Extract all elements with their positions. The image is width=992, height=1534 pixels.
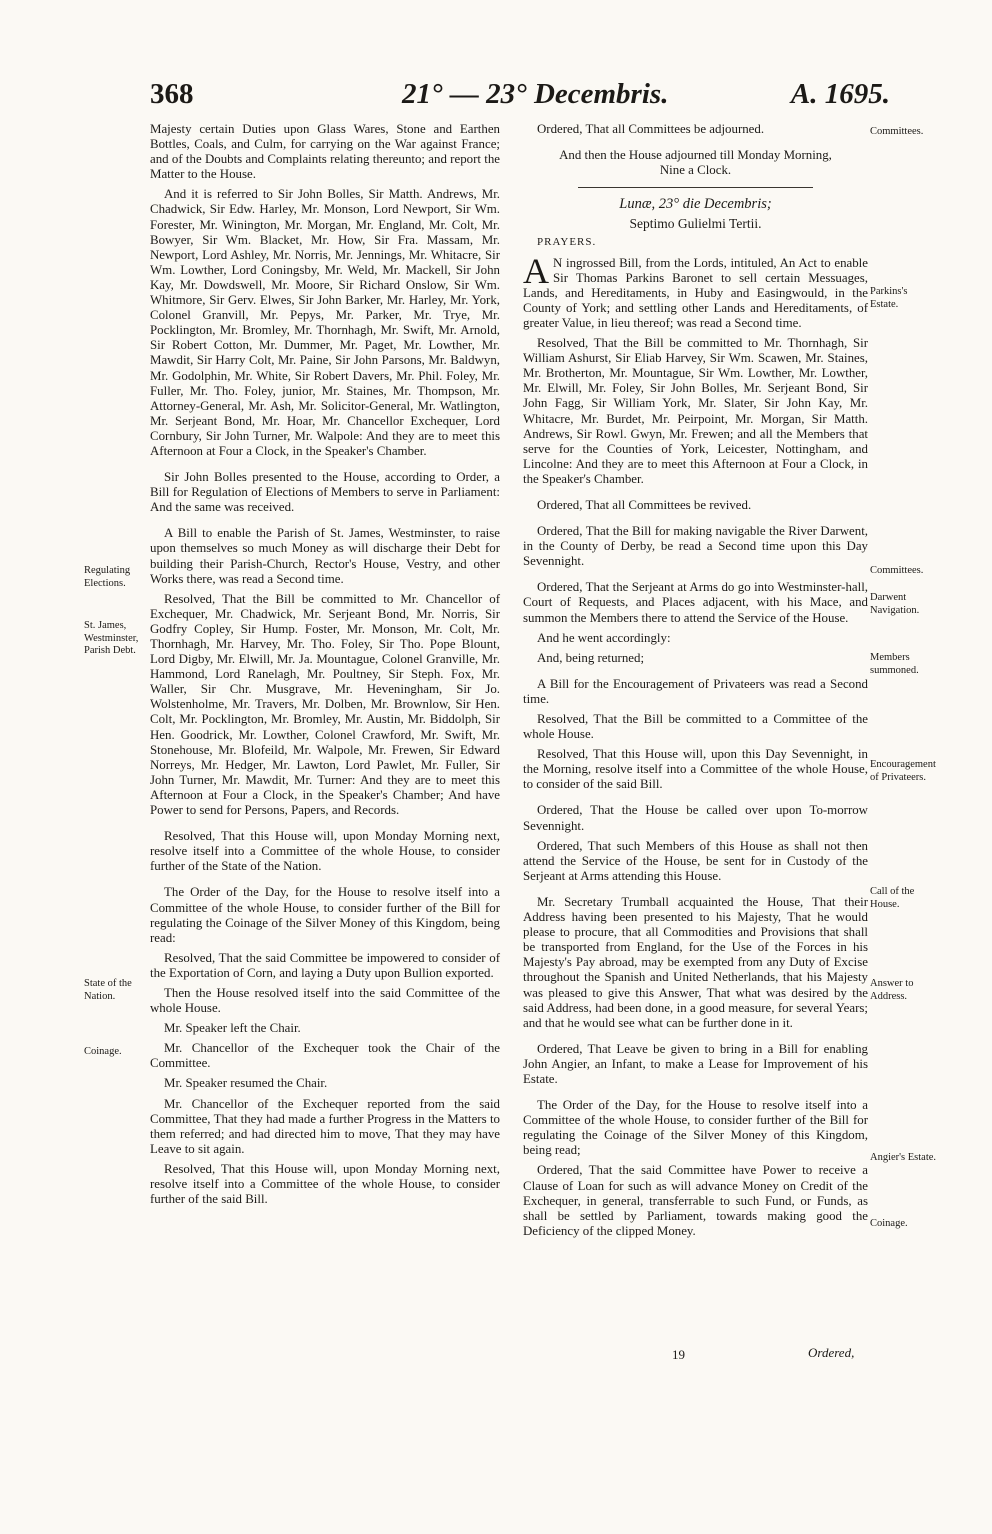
- paragraph: Ordered, That such Members of this House as shall not then attend the Service of the House, be sent for in Custody of the Serjeant at Arms attending this House.: [523, 838, 868, 883]
- catchword: Ordered,: [808, 1345, 855, 1360]
- paragraph: Ordered, That the House be called over upon To-morrow Sevennight.: [523, 803, 868, 833]
- paragraph: Sir John Bolles presented to the House, according to Order, a Bill for Regulation of Elections of Members to serve in Parliament: And the same was received.: [150, 470, 500, 515]
- margin-note: Parkins's Estate.: [870, 286, 908, 310]
- paragraph: And then the House adjourned till Monday Morning, Nine a Clock.: [559, 148, 832, 178]
- paragraph: Resolved, That the Bill be committed to a Committee of the whole House.: [523, 712, 868, 742]
- paragraph: Majesty certain Duties upon Glass Wares, Stone and Earthen Bottles, Coals, and Culm, for carrying on the War against France; and of the Doubts and Complaints relating thereunto; and report the Matter to the House.: [150, 122, 500, 182]
- paragraph: Mr. Secretary Trumball acquainted the House, That their Address having been presented to his Majesty, That he would please to procure, that all Commodities and Provisions that shall be transported from England, for the Use of the Forces in his Majesty's Pay abroad, may be exempted from any Duty of Excise throughout the Spanish and United Netherlands, that his Majesty was pleased to give this Answer, That what was desired by the said Address, had been done, in a good measure, for several Years; and that he would see what can be further done in it.: [523, 894, 868, 1030]
- paragraph: Resolved, That this House will, upon this Day Sevennight, in the Morning, resolve itself into a Committee of the whole House, to consider of the said Bill.: [523, 747, 868, 792]
- paragraph: And it is referred to Sir John Bolles, Sir Matth. Andrews, Mr. Chadwick, Sir Edw. Harley, Mr. Monson, Lord Newport, Sir Wm. Forester, Mr. Winington, Mr. Morgan, Mr. England, Mr. Colt, Mr. Bowyer, Sir Wm. Blacket, Mr. How, Sir Fra. Massam, Mr. Newport, Lord Ashley, Mr. Norris, Mr. Jennings, Mr. Whitacre, Sir Wm. Lowther, Lord Coningsby, Mr. Weld, Mr. Mackell, Sir John Kay, Mr. Dowdswell, Mr. Moore, Sir Richard Onslow, Sir Wm. Whitmore, Sir Gerv. Elwes, Sir John Barker, Mr. Harley, Mr. York, Colonel Granvill, Mr. Pepys, Mr. Parker, Mr. Trye, Mr. Pocklington, Mr. Bromley, Mr. Thornhagh, Mr. Swift, Mr. Arnold, Sir Robert Cotton, Mr. Dummer, Mr. Paget, Mr. Lowther, Mr. Mawdit, Sir Harry Colt, Mr. Paine, Sir John Parsons, Mr. Baldwyn, Mr. Godolphin, Mr. White, Sir Robert Davers, Mr. Phil. Foley, Mr. Fuller, Mr. Tho. Foley, junior, Mr. Staines, Mr. Thompson, Mr. Attorney-General, Mr. Ash, Mr. Solicitor-General, Mr. Watlington, Mr. Serjeant Bond, Mr. Hoar, Mr. Chancellor Exchequer, Lord Cornbury, Sir John Turner, Mr. Walpole: And they are to meet this Afternoon at Four a Clock, in the Speaker's Chamber.: [150, 187, 500, 458]
- paragraph: Resolved, That the said Committee be impowered to consider of the Exportation of Corn, and laying a Duty upon Bullion exported.: [150, 950, 500, 980]
- margin-note: Answer to Address.: [870, 978, 914, 1002]
- page-number: 368: [150, 78, 194, 110]
- paragraph: Ordered, That the said Committee have Power to receive a Clause of Loan for such as will advance Money on Credit of the Exchequer, in general, transferrable to such Fund, or Funds, as shall be settled by Parliament, towards making good the Deficiency of the clipped Money.: [523, 1163, 868, 1238]
- paragraph: The Order of the Day, for the House to resolve itself into a Committee of the whole House, to consider further of the Bill for regulating the Coinage of the Silver Money of this Kingdom, being read;: [523, 1098, 868, 1158]
- paragraph-text: N ingrossed Bill, from the Lords, intituled, An Act to enable Sir Thomas Parkins Baronet to sell certain Messuages, Lands, and Hereditaments, in Huby and Easingwould, in the County of York; and settling other Lands and Hereditaments, of greater Value, in lieu thereof; was read a Second time.: [523, 255, 868, 330]
- paragraph: And, being returned;: [537, 650, 645, 665]
- drop-cap: A: [523, 250, 549, 291]
- prayers-label: PRAYERS.: [537, 236, 597, 249]
- paragraph: Mr. Speaker resumed the Chair.: [164, 1076, 328, 1091]
- margin-note: Coinage.: [84, 1046, 122, 1057]
- paragraph: Resolved, That this House will, upon Monday Morning next, resolve itself into a Committee of the whole House, to consider further of the State of the Nation.: [150, 829, 500, 874]
- paragraph: Resolved, That the Bill be committed to Mr. Thornhagh, Sir William Ashurst, Sir Eliab Harvey, Sir Wm. Scawen, Mr. Staines, Mr. Brotherton, Mr. Mountague, Sir Wm. Lowther, Mr. Lowther, Mr. Elwill, Mr. Foley, Sir John Bolles, Mr. Serjeant Bond, Sir John Fagg, Sir William York, Mr. Slater, Sir John Kay, Mr. Whitacre, Mr. Burdet, Mr. Peirpoint, Mr. Morgan, Sir Matth. Andrews, Sir Rowl. Gwyn, Mr. Frewen; and all the Members that serve for the Counties of York, Leicester, Nottingham, and Lincolne: And they are to meet this Afternoon at Four a Clock, in the Speaker's Chamber.: [523, 336, 868, 486]
- paragraph: Resolved, That this House will, upon Monday Morning next, resolve itself into a Committee of the whole House, to consider further of the said Bill.: [150, 1161, 500, 1207]
- regnal-year: Septimo Gulielmi Tertii.: [629, 216, 762, 232]
- paragraph: And he went accordingly:: [537, 630, 671, 645]
- paragraph: Ordered, That all Committees be adjourned.: [537, 122, 765, 136]
- divider: [578, 187, 813, 188]
- margin-note: Committees.: [870, 565, 924, 576]
- right-column: [523, 122, 868, 1244]
- paragraph: Ordered, That the Bill for making navigable the River Darwent, in the County of Derby, be read a Second time upon this Day Sevennight.: [523, 524, 868, 569]
- paragraph: Mr. Speaker left the Chair.: [164, 1021, 301, 1036]
- page-header: [150, 78, 890, 118]
- paragraph: Ordered, That Leave be given to bring in a Bill for enabling John Angier, an Infant, to make a Lease for Improvement of his Estate.: [523, 1041, 868, 1086]
- paragraph: [523, 250, 868, 331]
- paragraph: Ordered, That the Serjeant at Arms do go into Westminster-hall, Court of Requests, and Places adjacent, with his Mace, and summon the Members there to attend the Service of the House.: [523, 580, 868, 625]
- paragraph: Then the House resolved itself into the said Committee of the whole House.: [150, 985, 500, 1016]
- margin-note: St. James, Westminster, Parish Debt.: [84, 620, 139, 656]
- margin-note: State of the Nation.: [84, 978, 132, 1002]
- paragraph: A Bill for the Encouragement of Privateers was read a Second time.: [523, 676, 868, 706]
- left-column: [150, 122, 500, 1212]
- margin-note: Darwent Navigation.: [870, 592, 920, 616]
- margin-note: Coinage.: [870, 1218, 908, 1229]
- paragraph: Resolved, That the Bill be committed to Mr. Chancellor of Exchequer, Mr. Chadwick, Mr. Serjeant Bond, Mr. Norris, Sir Godfry Copley, Sir Hump. Foster, Mr. Monson, Mr. Colt, Mr. Thornhagh, Mr. Harvey, Mr. Tho. Foley, Sir Tho. Pope Blount, Lord Digby, Mr. Elwill, Mr. Ja. Mountague, Colonel Granville, Mr. Hammond, Lord Ranelagh, Mr. Poultney, Sir Steph. Fox, Mr. Waller, Sir Chr. Musgrave, Mr. Heveningham, Sir Jo. Wolstenholme, Mr. Travers, Mr. Dolben, Mr. Brownlow, Sir Hen. Colt, Mr. Pocklington, Mr. Bromley, Mr. Austin, Mr. Biddolph, Sir Hen. Goodrick, Mr. Lowther, Colonel Crawford, Mr. Swift, Mr. Stonehouse, Mr. Blofeild, Mr. Walpole, Mr. Frewen, Sir Edward Norreys, Mr. Hedger, Mr. Lawton, Lord Pawlet, Mr. Fuller, Sir John Turner, Mr. Mawdit, Mr. Turner: And they are to meet this Afternoon at Four a Clock, in the Speaker's Chamber; And have Power to send for Persons, Papers, and Records.: [150, 591, 500, 818]
- paragraph: Mr. Chancellor of the Exchequer took the Chair of the Committee.: [150, 1041, 500, 1071]
- paragraph: Ordered, That all Committees be revived.: [537, 497, 752, 512]
- margin-note: Angier's Estate.: [870, 1152, 937, 1163]
- margin-note: Committees.: [870, 126, 924, 137]
- day-heading: Lunæ, 23° die Decembris;: [619, 196, 772, 213]
- margin-note: Members summoned.: [870, 652, 919, 676]
- paragraph: Mr. Chancellor of the Exchequer reported from the said Committee, That they had made a further Progress in the Matters to them referred; and had directed him to move, That they may have Leave to sit again.: [150, 1096, 500, 1156]
- margin-note: Encouragement of Privateers.: [870, 759, 936, 783]
- header-date: 21° — 23° Decembris.: [402, 78, 669, 110]
- paragraph: The Order of the Day, for the House to resolve itself into a Committee of the whole House, to consider further of the Bill for regulating the Coinage of the Silver Money of this Kingdom, being read:: [150, 885, 500, 945]
- header-year: A. 1695.: [790, 78, 890, 110]
- margin-note: Regulating Elections.: [84, 565, 131, 589]
- signature-mark: 19: [672, 1347, 685, 1362]
- paragraph: A Bill to enable the Parish of St. James, Westminster, to raise upon themselves so much Money as will discharge their Debt for building their Parish-Church, Rector's House, Vestry, and other Works there, was read a Second time.: [150, 526, 500, 586]
- margin-note: Call of the House.: [870, 886, 915, 910]
